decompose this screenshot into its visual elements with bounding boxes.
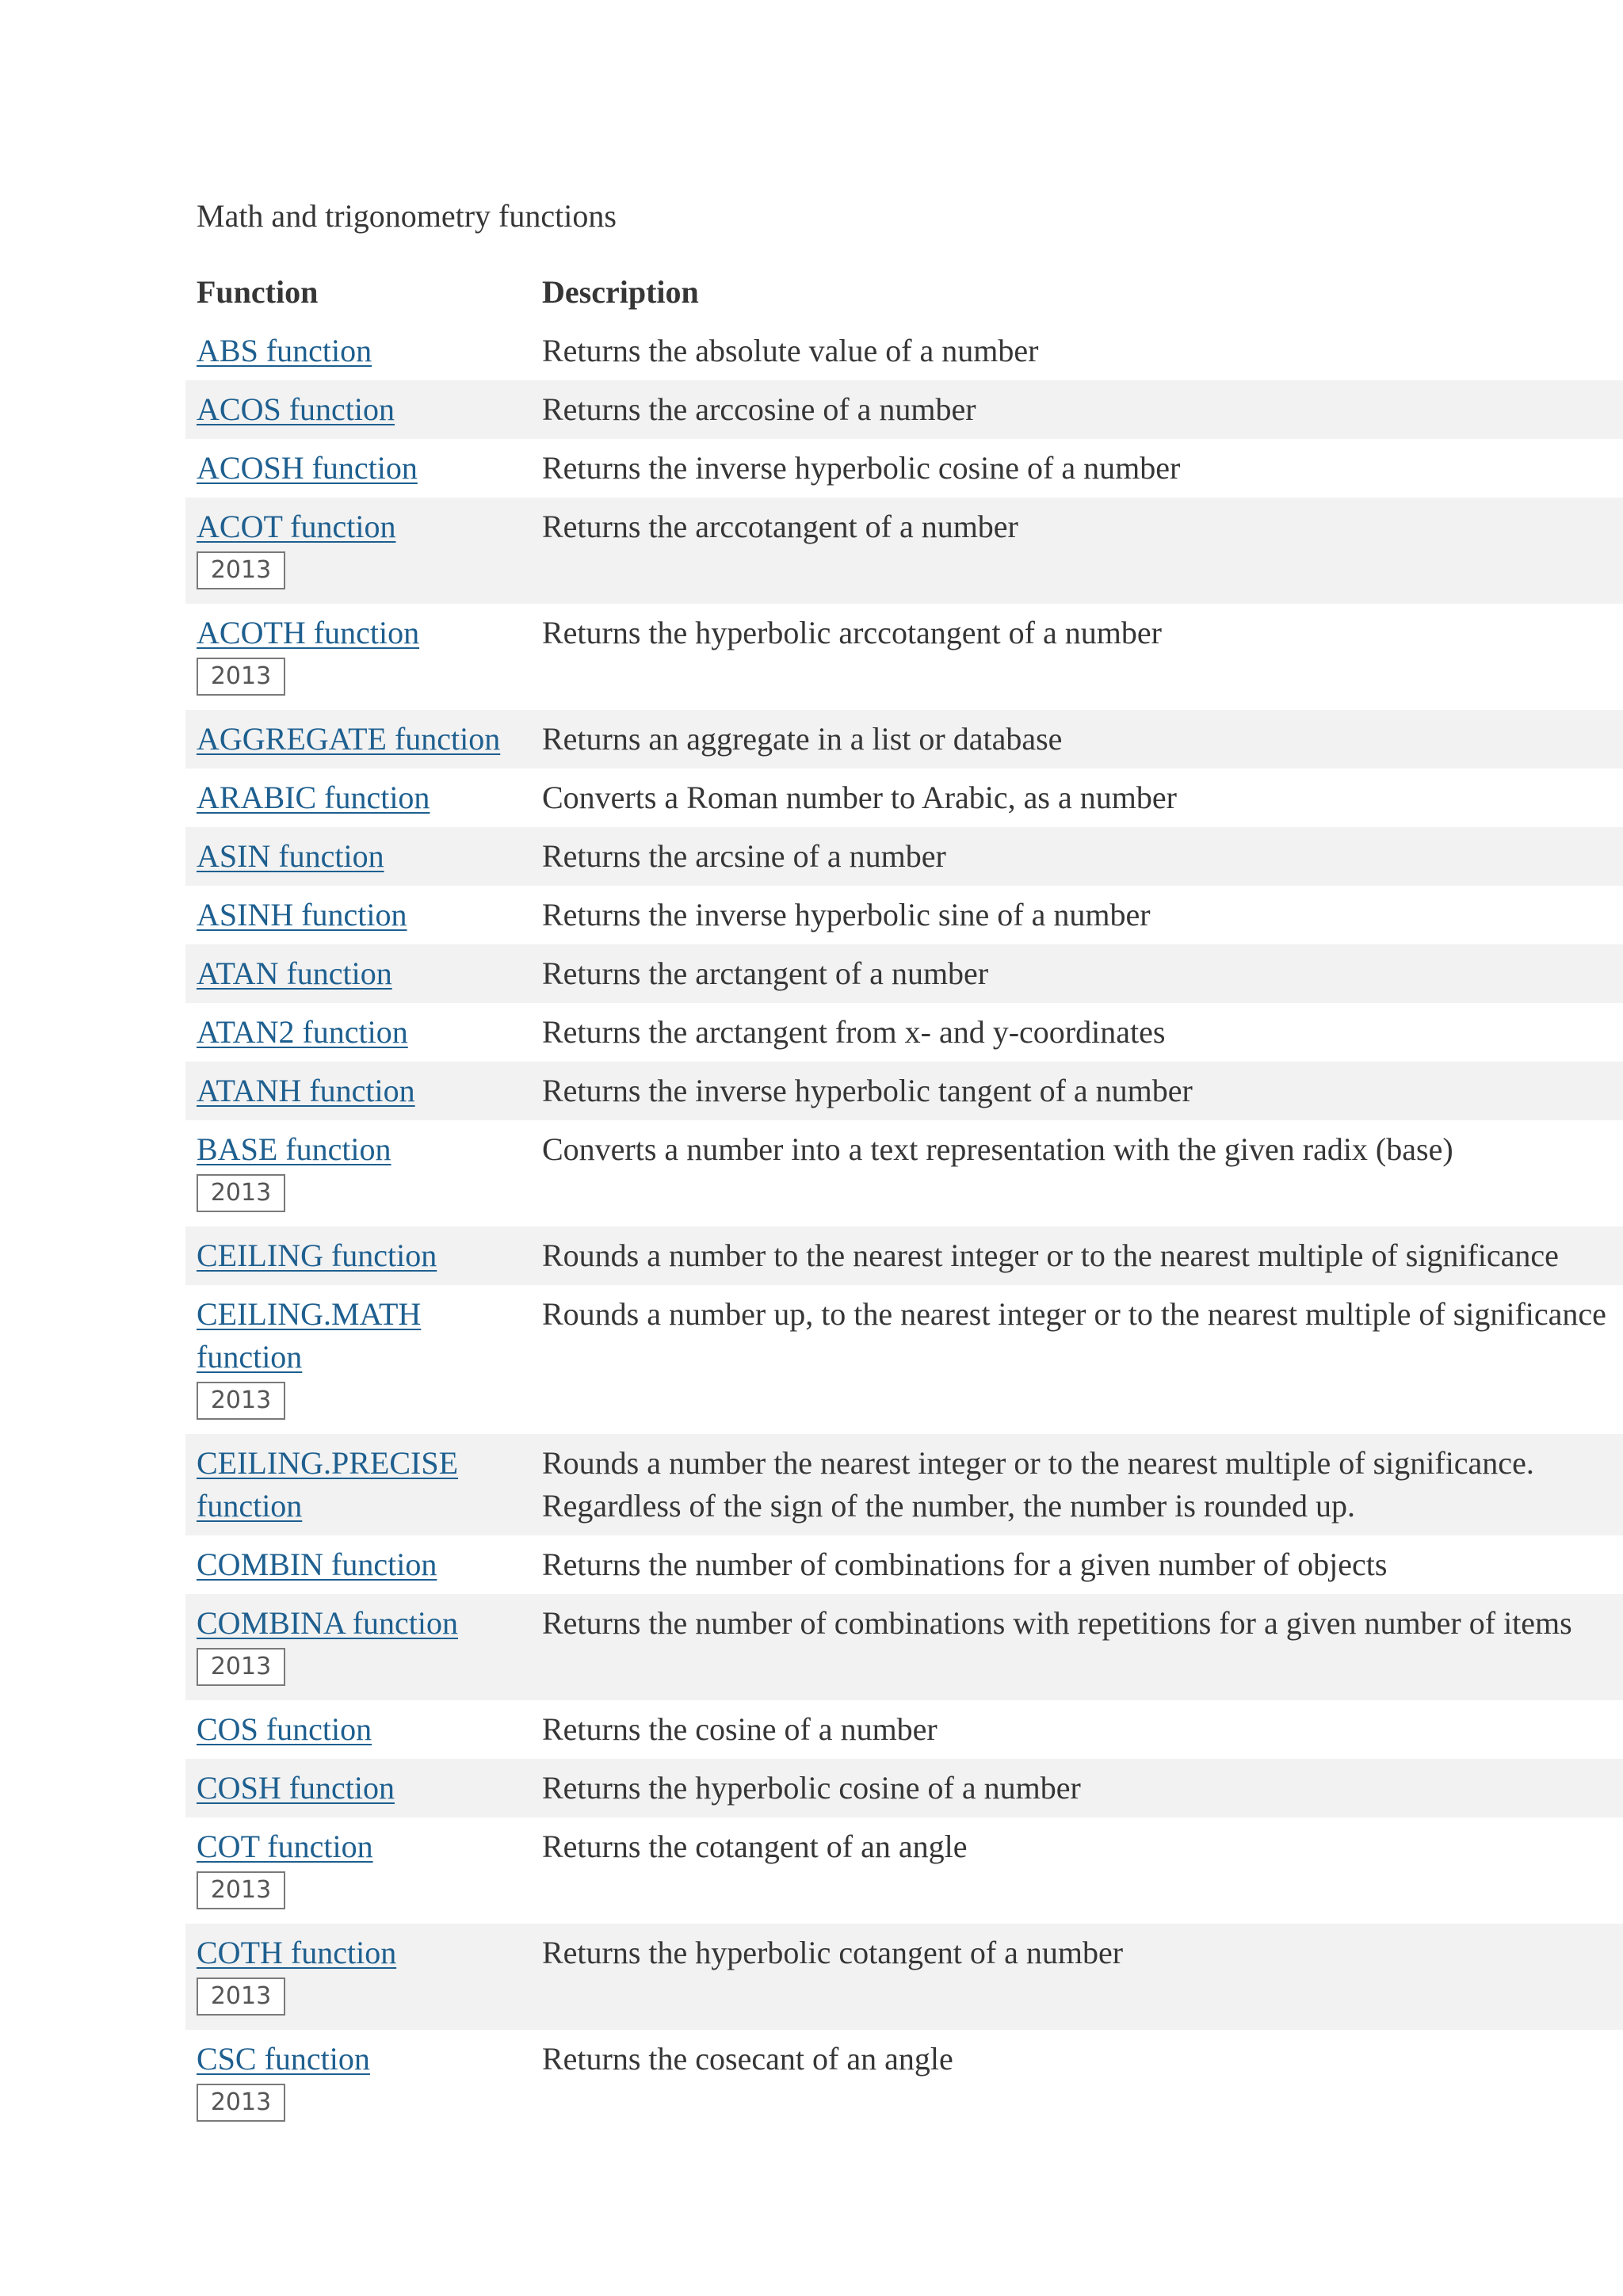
- table-row: [185, 1817, 1623, 1924]
- table-row: [185, 380, 1623, 439]
- function-link[interactable]: AGGREGATE function: [197, 721, 501, 757]
- function-link[interactable]: ATAN function: [197, 955, 392, 991]
- function-link[interactable]: ACOTH function: [197, 615, 420, 650]
- description-cell: Returns the arccotangent of a number: [531, 498, 1623, 604]
- version-badge: 2013: [197, 1871, 285, 1909]
- function-cell: [185, 1434, 531, 1535]
- function-link[interactable]: CSC function: [197, 2041, 370, 2077]
- column-header-function: Function: [197, 274, 319, 310]
- function-cell: [185, 1062, 531, 1120]
- function-cell: [185, 1120, 531, 1226]
- description-cell: Rounds a number the nearest integer or to the nearest multiple of significance. Regardless of the sign of the number, the number is rounded up.: [531, 1434, 1623, 1535]
- description-cell: Returns an aggregate in a list or database: [531, 710, 1623, 769]
- table-row: [185, 2030, 1623, 2136]
- function-link[interactable]: BASE function: [197, 1131, 391, 1167]
- description-cell: Returns the number of combinations for a given number of objects: [542, 1547, 1388, 1582]
- version-badge: 2013: [197, 1174, 285, 1212]
- table-body: [185, 322, 1623, 2136]
- table-row: [185, 1226, 1623, 1285]
- description-cell: Returns the hyperbolic cosine of a number: [531, 1759, 1623, 1817]
- function-link[interactable]: COTH function: [197, 1935, 397, 1970]
- description-cell: Returns the cotangent of an angle: [542, 1829, 968, 1864]
- version-badge: 2013: [197, 551, 285, 589]
- table-row: [185, 710, 1623, 769]
- function-cell: [185, 1226, 531, 1285]
- description-cell: Converts a Roman number to Arabic, as a number: [542, 780, 1177, 815]
- function-cell: [185, 604, 531, 710]
- description-cell: Returns the arcsine of a number: [531, 827, 1623, 886]
- function-link[interactable]: ACOS function: [197, 391, 395, 427]
- table-row: [185, 886, 1623, 944]
- function-link[interactable]: ASINH function: [197, 897, 407, 933]
- function-link[interactable]: CEILING function: [197, 1238, 437, 1273]
- table-row: [185, 439, 1623, 498]
- table-row: [185, 498, 1623, 604]
- function-cell: [185, 1924, 531, 2030]
- description-cell: Returns the inverse hyperbolic tangent of a number: [531, 1062, 1623, 1120]
- version-badge: 2013: [197, 1382, 285, 1420]
- function-cell: [185, 1003, 531, 1062]
- function-cell: [185, 439, 531, 498]
- description-cell: Returns the absolute value of a number: [542, 333, 1039, 368]
- function-cell: [185, 710, 531, 769]
- function-link[interactable]: COMBIN function: [197, 1547, 437, 1582]
- function-link[interactable]: ATANH function: [197, 1073, 415, 1108]
- description-cell: Returns the number of combinations with repetitions for a given number of items: [531, 1594, 1623, 1700]
- function-link[interactable]: COT function: [197, 1829, 373, 1864]
- description-cell: Returns the arccosine of a number: [531, 380, 1623, 439]
- table-row: [185, 1535, 1623, 1594]
- table-row: [185, 769, 1623, 827]
- description-cell: Returns the cosine of a number: [542, 1711, 938, 1747]
- table-row: [185, 1924, 1623, 2030]
- table-row: [185, 1434, 1623, 1535]
- description-cell: Rounds a number up, to the nearest integer or to the nearest multiple of significance: [542, 1296, 1606, 1332]
- function-cell: [185, 1759, 531, 1817]
- function-link[interactable]: ABS function: [197, 333, 372, 368]
- function-link[interactable]: ACOSH function: [197, 450, 418, 486]
- function-cell: [185, 1817, 531, 1924]
- function-cell: [185, 1535, 531, 1594]
- function-link[interactable]: ARABIC function: [197, 780, 430, 815]
- table-row: [185, 1003, 1623, 1062]
- function-cell: [185, 769, 531, 827]
- function-cell: [185, 944, 531, 1003]
- table-row: [185, 1120, 1623, 1226]
- table-row: [185, 944, 1623, 1003]
- table-row: [185, 604, 1623, 710]
- function-link[interactable]: ATAN2 function: [197, 1014, 408, 1050]
- function-link[interactable]: COMBINA function: [197, 1605, 458, 1641]
- function-cell: [185, 1700, 531, 1759]
- function-cell: [185, 498, 531, 604]
- function-cell: [185, 1285, 531, 1434]
- function-link[interactable]: CEILING.MATH function: [197, 1296, 422, 1375]
- version-badge: 2013: [197, 1978, 285, 2016]
- function-link[interactable]: COSH function: [197, 1770, 395, 1806]
- description-cell: Returns the hyperbolic arccotangent of a number: [542, 615, 1162, 650]
- version-badge: 2013: [197, 2084, 285, 2122]
- description-cell: Rounds a number to the nearest integer or to the nearest multiple of significance: [531, 1226, 1623, 1285]
- table-row: [185, 322, 1623, 380]
- function-link[interactable]: CEILING.PRECISE function: [197, 1445, 458, 1524]
- function-cell: [185, 2030, 531, 2136]
- description-cell: Returns the hyperbolic cotangent of a number: [531, 1924, 1623, 2030]
- column-header-description: Description: [542, 274, 699, 310]
- function-link[interactable]: COS function: [197, 1711, 372, 1747]
- description-cell: Returns the arctangent of a number: [531, 944, 1623, 1003]
- version-badge: 2013: [197, 658, 285, 696]
- header-row: [185, 263, 1623, 322]
- function-cell: [185, 886, 531, 944]
- table-row: [185, 827, 1623, 886]
- table-row: [185, 1759, 1623, 1817]
- description-cell: Returns the cosecant of an angle: [542, 2041, 953, 2077]
- description-cell: Returns the inverse hyperbolic sine of a number: [542, 897, 1151, 933]
- function-link[interactable]: ACOT function: [197, 509, 396, 544]
- version-badge: 2013: [197, 1648, 285, 1686]
- table-row: [185, 1594, 1623, 1700]
- table-caption: Math and trigonometry functions: [197, 198, 617, 234]
- function-cell: [185, 322, 531, 380]
- table-row: [185, 1700, 1623, 1759]
- table-row: [185, 1062, 1623, 1120]
- function-cell: [185, 1594, 531, 1700]
- functions-table: [185, 263, 1623, 2136]
- description-cell: Returns the arctangent from x- and y-coordinates: [542, 1014, 1166, 1050]
- table-row: [185, 1285, 1623, 1434]
- function-link[interactable]: ASIN function: [197, 838, 384, 874]
- table-header: [185, 263, 1623, 322]
- description-cell: Converts a number into a text representation with the given radix (base): [542, 1131, 1453, 1167]
- description-cell: Returns the inverse hyperbolic cosine of a number: [542, 450, 1181, 486]
- function-cell: [185, 827, 531, 886]
- function-cell: [185, 380, 531, 439]
